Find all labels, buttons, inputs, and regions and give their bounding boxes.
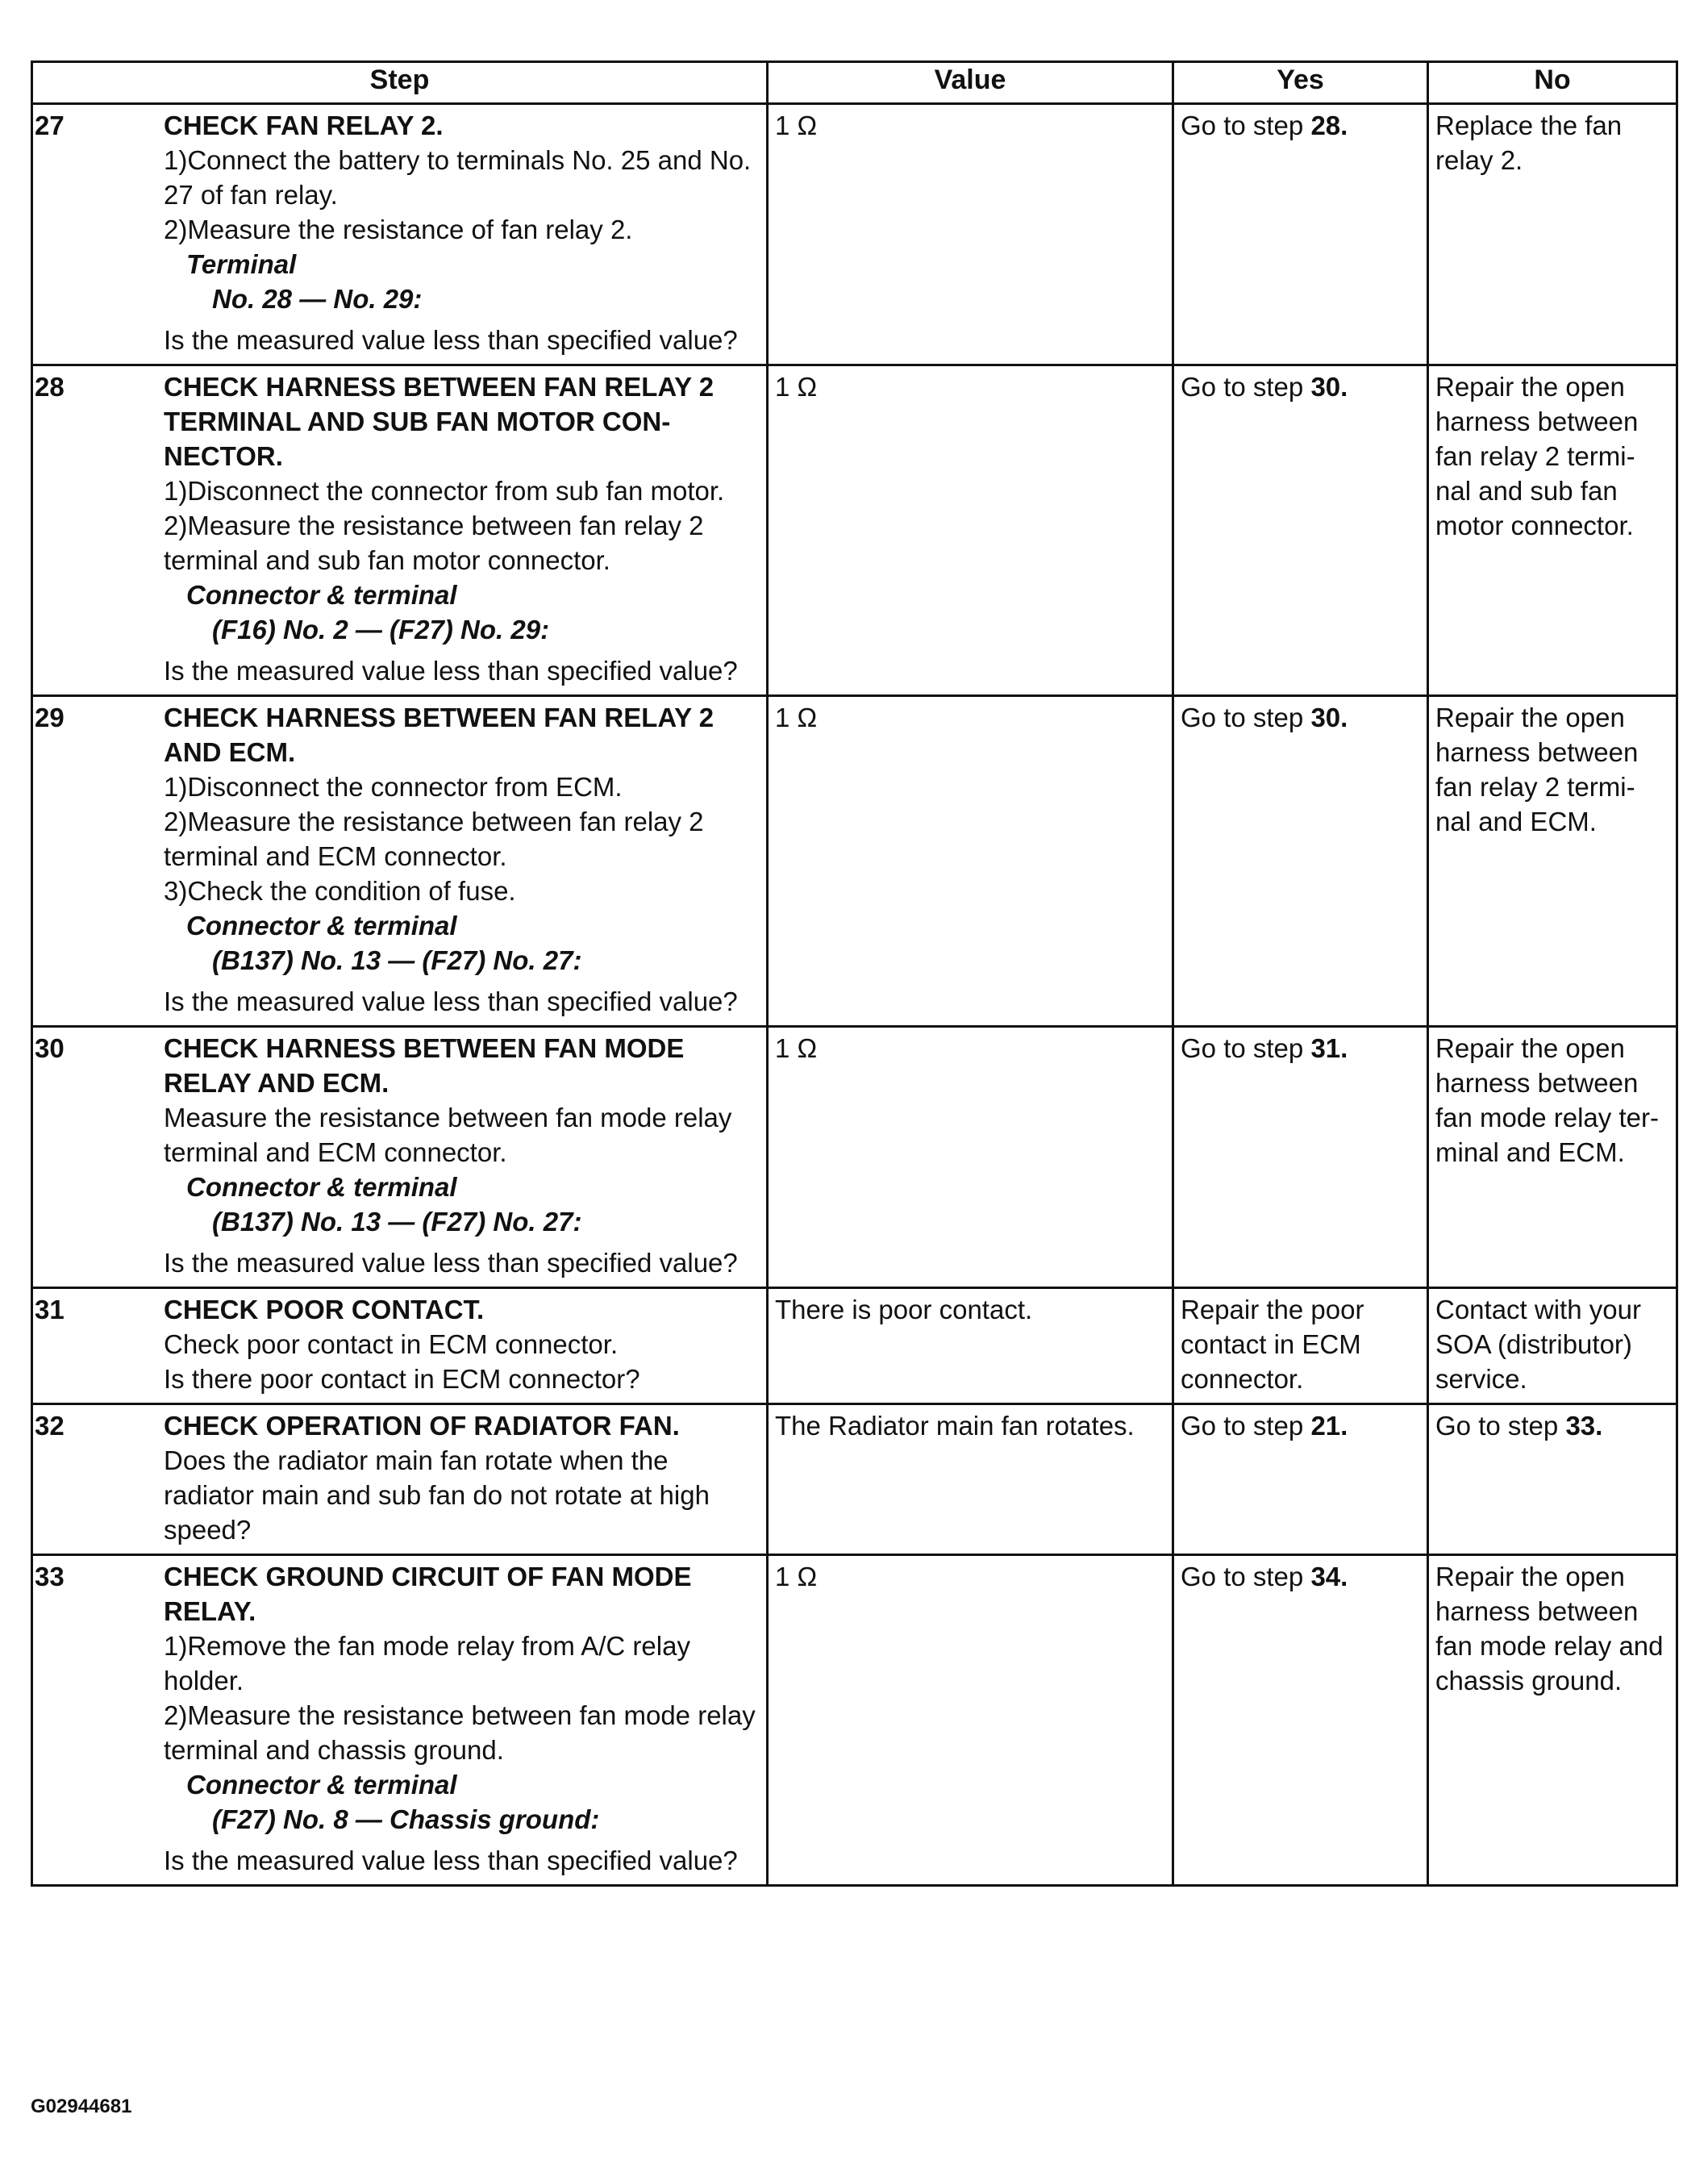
spec-value-text: 1 Ω	[775, 1562, 818, 1591]
yes-step-ref: 34.	[1310, 1562, 1348, 1591]
step-title: CHECK HARNESS BETWEEN FAN MODE RELAY AND ECM.	[164, 1033, 685, 1098]
diagnostic-procedure-table	[31, 60, 1678, 1887]
step-cell	[32, 1404, 768, 1555]
no-cell	[1428, 365, 1677, 696]
spec-value-text: There is poor contact.	[775, 1295, 1033, 1324]
yes-cell	[1173, 1555, 1428, 1886]
step-title: CHECK FAN RELAY 2.	[164, 111, 444, 140]
step-title: CHECK HARNESS BETWEEN FAN RELAY 2 AND ECM.	[164, 703, 714, 767]
no-cell	[1428, 1555, 1677, 1886]
column-header-step: Step	[32, 62, 768, 104]
spec-value-text: 1 Ω	[775, 703, 818, 732]
table-row	[32, 365, 1677, 696]
yes-prefix: Go to step	[1181, 1411, 1311, 1441]
step-cell	[32, 365, 768, 696]
value-cell	[768, 1288, 1173, 1404]
yes-text: Repair the poor contact in ECM connector.	[1181, 1295, 1364, 1394]
instruction-line: 3)Check the condition of fuse.	[164, 876, 516, 906]
step-instructions	[164, 473, 760, 578]
no-text: Replace the fan relay 2.	[1435, 111, 1623, 175]
step-title: CHECK POOR CONTACT.	[164, 1295, 485, 1324]
spec-value: (B137) No. 13 — (F27) No. 27:	[212, 1207, 582, 1237]
step-question: Does the radiator main fan rotate when the radiator main and sub fan do not rotate at high speed?	[164, 1445, 710, 1545]
spec-label: Connector & terminal	[186, 580, 457, 610]
step-title: CHECK GROUND CIRCUIT OF FAN MODE RELAY.	[164, 1562, 692, 1626]
yes-step-ref: 31.	[1310, 1033, 1348, 1063]
step-question: Is the measured value less than specified value?	[164, 986, 738, 1016]
yes-prefix: Go to step	[1181, 1033, 1311, 1063]
yes-step-ref: 28.	[1310, 111, 1348, 140]
step-number: 31	[35, 1295, 65, 1324]
step-instructions	[164, 1100, 760, 1170]
step-cell	[32, 1288, 768, 1404]
step-question: Is there poor contact in ECM connector?	[164, 1364, 640, 1394]
step-number: 29	[35, 703, 65, 732]
instruction-line: 2)Measure the resistance between fan mode relay terminal and chassis ground.	[164, 1700, 756, 1765]
no-text: Repair the open harness between fan mode relay ter-minal and ECM.	[1435, 1033, 1659, 1167]
column-header-yes: Yes	[1173, 62, 1428, 104]
no-cell	[1428, 1404, 1677, 1555]
table-row	[32, 1288, 1677, 1404]
step-instructions	[164, 143, 760, 247]
no-cell	[1428, 696, 1677, 1027]
no-text: Repair the open harness between fan relay 2 termi-nal and ECM.	[1435, 703, 1639, 836]
step-cell	[32, 104, 768, 365]
table-row	[32, 1027, 1677, 1288]
table-row	[32, 104, 1677, 365]
value-cell	[768, 1555, 1173, 1886]
no-text: Repair the open harness between fan relay 2 termi-nal and sub fan motor connector.	[1435, 372, 1639, 540]
table-row	[32, 1555, 1677, 1886]
instruction-line: 1)Connect the battery to terminals No. 25 and No. 27 of fan relay.	[164, 145, 752, 210]
step-instructions	[164, 770, 760, 908]
spec-value: No. 28 — No. 29:	[212, 284, 423, 314]
column-header-value: Value	[768, 62, 1173, 104]
yes-cell	[1173, 696, 1428, 1027]
yes-cell	[1173, 1288, 1428, 1404]
no-cell	[1428, 104, 1677, 365]
no-text: Repair the open harness between fan mode relay and chassis ground.	[1435, 1562, 1664, 1695]
yes-cell	[1173, 365, 1428, 696]
yes-cell	[1173, 1404, 1428, 1555]
step-question: Is the measured value less than specified value?	[164, 656, 738, 686]
yes-step-ref: 30.	[1310, 372, 1348, 402]
instruction-line: 2)Measure the resistance between fan relay 2 terminal and ECM connector.	[164, 807, 704, 871]
step-question: Is the measured value less than specified value?	[164, 1248, 738, 1278]
value-cell	[768, 104, 1173, 365]
instruction-line: 1)Remove the fan mode relay from A/C relay holder.	[164, 1631, 690, 1695]
yes-cell	[1173, 104, 1428, 365]
yes-prefix: Go to step	[1181, 372, 1311, 402]
no-prefix: Go to step	[1435, 1411, 1566, 1441]
step-title: CHECK HARNESS BETWEEN FAN RELAY 2 TERMINAL AND SUB FAN MOTOR CON-NECTOR.	[164, 372, 714, 471]
spec-label: Connector & terminal	[186, 911, 457, 941]
step-title: CHECK OPERATION OF RADIATOR FAN.	[164, 1411, 680, 1441]
diagnostic-table-sheet	[31, 60, 1676, 1887]
table-header-row	[32, 62, 1677, 104]
step-instructions	[164, 1629, 760, 1767]
table-row	[32, 1404, 1677, 1555]
step-question: Is the measured value less than specified value?	[164, 1846, 738, 1875]
spec-value-text: The Radiator main fan rotates.	[775, 1411, 1135, 1441]
spec-label: Connector & terminal	[186, 1770, 457, 1800]
spec-label: Connector & terminal	[186, 1172, 457, 1202]
table-row	[32, 696, 1677, 1027]
instruction-line: 1)Disconnect the connector from ECM.	[164, 772, 623, 802]
instruction-line: 2)Measure the resistance of fan relay 2.	[164, 215, 633, 244]
spec-value-text: 1 Ω	[775, 111, 818, 140]
no-cell	[1428, 1027, 1677, 1288]
value-cell	[768, 696, 1173, 1027]
no-text: Contact with your SOA (distributor) service.	[1435, 1295, 1641, 1394]
instruction-line: Check poor contact in ECM connector.	[164, 1329, 619, 1359]
value-cell	[768, 365, 1173, 696]
yes-prefix: Go to step	[1181, 1562, 1311, 1591]
step-number: 32	[35, 1411, 65, 1441]
spec-value: (F16) No. 2 — (F27) No. 29:	[212, 615, 550, 644]
value-cell	[768, 1404, 1173, 1555]
step-number: 33	[35, 1562, 65, 1591]
step-instructions	[164, 1327, 760, 1362]
value-cell	[768, 1027, 1173, 1288]
yes-step-ref: 21.	[1310, 1411, 1348, 1441]
yes-cell	[1173, 1027, 1428, 1288]
yes-prefix: Go to step	[1181, 111, 1311, 140]
spec-value-text: 1 Ω	[775, 1033, 818, 1063]
instruction-line: Measure the resistance between fan mode relay terminal and ECM connector.	[164, 1103, 732, 1167]
spec-label: Terminal	[186, 249, 297, 279]
spec-value-text: 1 Ω	[775, 372, 818, 402]
figure-code: G02944681	[31, 2096, 132, 2117]
no-cell	[1428, 1288, 1677, 1404]
yes-prefix: Go to step	[1181, 703, 1311, 732]
spec-value: (F27) No. 8 — Chassis ground:	[212, 1804, 600, 1834]
step-cell	[32, 1027, 768, 1288]
step-cell	[32, 696, 768, 1027]
instruction-line: 1)Disconnect the connector from sub fan motor.	[164, 476, 725, 506]
step-number: 28	[35, 372, 65, 402]
step-number: 30	[35, 1033, 65, 1063]
spec-value: (B137) No. 13 — (F27) No. 27:	[212, 945, 582, 975]
yes-step-ref: 30.	[1310, 703, 1348, 732]
step-number: 27	[35, 111, 65, 140]
no-step-ref: 33.	[1565, 1411, 1603, 1441]
column-header-no: No	[1428, 62, 1677, 104]
instruction-line: 2)Measure the resistance between fan relay 2 terminal and sub fan motor connector.	[164, 511, 704, 575]
step-cell	[32, 1555, 768, 1886]
step-question: Is the measured value less than specified value?	[164, 325, 738, 355]
